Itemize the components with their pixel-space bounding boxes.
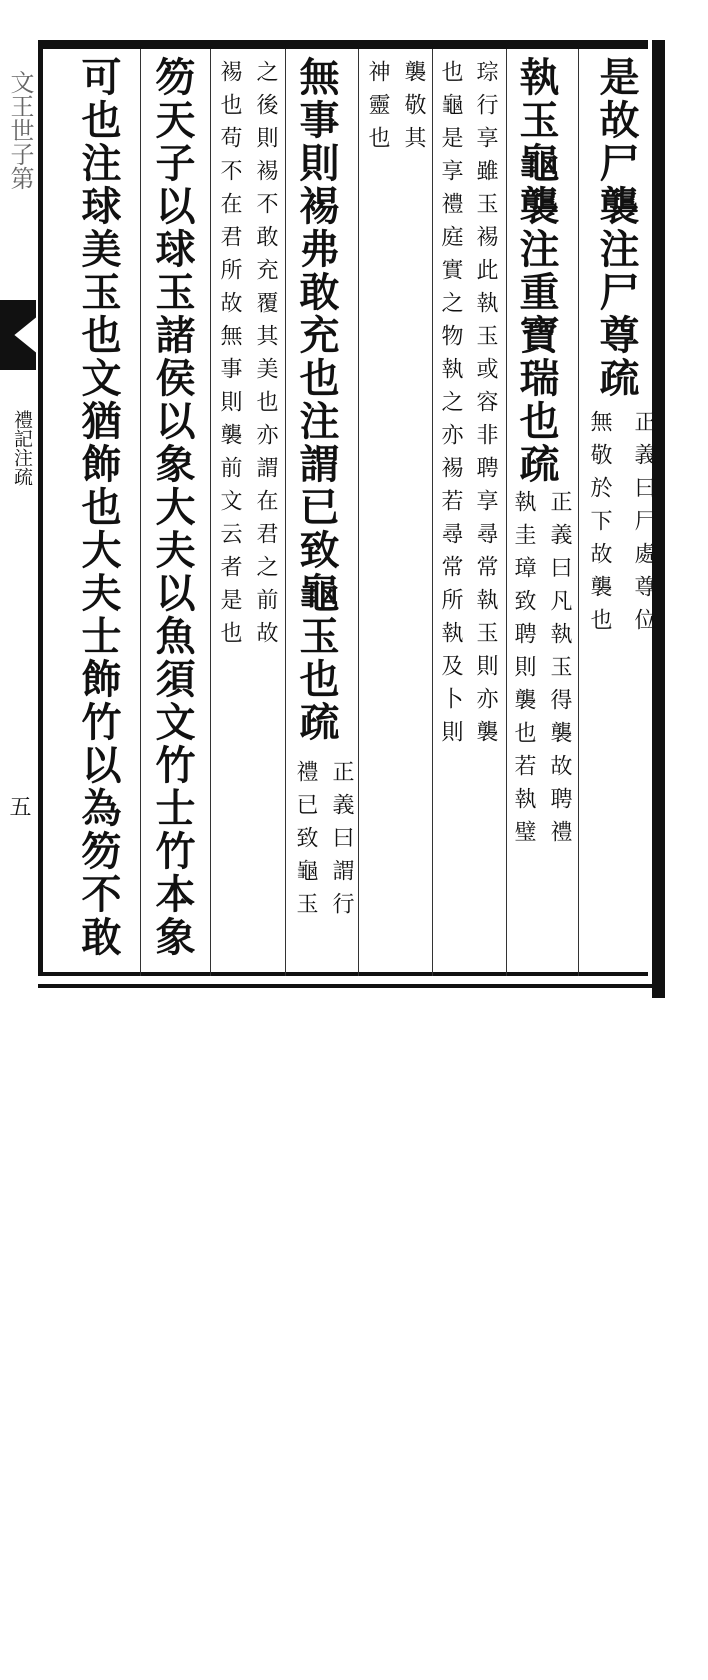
text-column-commentary: 正義曰尸處尊位 [631, 410, 656, 641]
adjacent-page-edge [0, 0, 36, 1024]
column-rule [432, 49, 433, 976]
text-column-commentary: 神靈也 [365, 60, 390, 159]
column-rule [210, 49, 211, 976]
margin-handwriting: 文王世子第 [6, 70, 34, 190]
folio-number: 五 [6, 795, 31, 817]
text-column: 無事則裼弗敢充也注謂已致龜玉也疏 [293, 56, 340, 744]
text-column: 執玉龜襲注重寶瑞也疏 [513, 56, 560, 486]
book-title-margin: 禮記注疏 [11, 410, 33, 486]
text-column-commentary: 襲敬其 [401, 60, 426, 159]
text-column-commentary: 裼也苟不在君所故無事則襲前文云者是也 [217, 60, 242, 654]
text-column: 是故尸襲注尸尊疏 [593, 56, 640, 400]
column-rule [358, 49, 359, 976]
text-column-commentary: 琮行享雖玉裼此執玉或容非聘享尋常執玉則亦襲 [473, 60, 498, 753]
column-rule [578, 49, 579, 976]
column-rule [285, 49, 286, 976]
column-rule [140, 49, 141, 976]
text-column-commentary: 正義曰凡執玉得襲故聘禮 [547, 490, 572, 853]
text-column-commentary: 之後則裼不敢充覆其美也亦謂在君之前故 [253, 60, 278, 654]
text-column-commentary: 執圭璋致聘則襲也若執璧 [511, 490, 536, 853]
text-column-commentary: 也龜是享禮庭實之物執之亦裼若尋常所執及卜則 [438, 60, 463, 753]
text-column-commentary: 無敬於下故襲也 [587, 410, 612, 641]
column-rule [506, 49, 507, 976]
text-column-commentary: 正義曰謂行 [329, 760, 354, 925]
text-column: 可也注球美玉也文猶飾也大夫士飾竹以為笏不敢 [75, 56, 122, 959]
text-column: 笏天子以球玉諸侯以象大夫以魚須文竹士竹本象 [149, 56, 196, 959]
text-column-commentary: 禮已致龜玉 [293, 760, 318, 925]
fish-tail-mark [0, 300, 36, 370]
